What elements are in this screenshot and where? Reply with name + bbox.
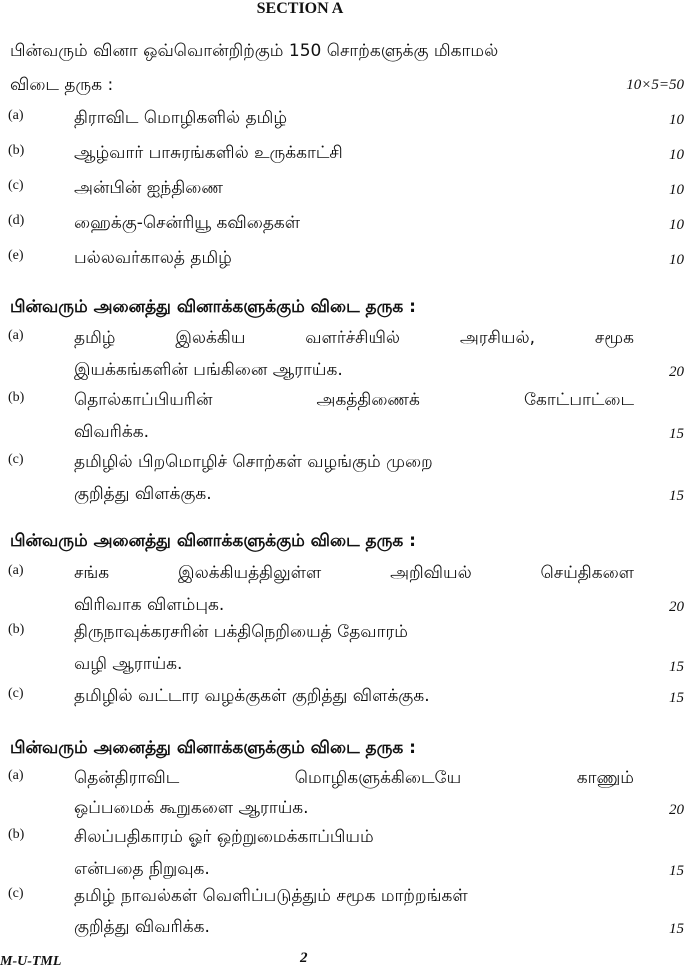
page-number: 2	[300, 950, 308, 966]
item-line1: தொல்காப்பியரின் அகத்திணைக் கோட்பாட்டை	[74, 390, 634, 410]
question-2c	[8, 452, 684, 512]
item-marks: 20	[669, 364, 684, 380]
item-label: (a)	[8, 563, 24, 578]
item-marks: 10	[669, 147, 684, 163]
item-text: திராவிட மொழிகளில் தமிழ்	[74, 108, 288, 128]
item-line2: இயக்கங்களின் பங்கினை ஆராய்க.	[74, 360, 343, 380]
item-marks: 15	[669, 659, 684, 675]
item-line1: தென்திராவிட மொழிகளுக்கிடையே காணும்	[74, 768, 634, 788]
item-label: (d)	[8, 213, 25, 228]
item-label: (a)	[8, 768, 24, 783]
item-line1: தமிழில் பிறமொழிச் சொற்கள் வழங்கும் முறை	[74, 452, 433, 472]
item-label: (a)	[8, 328, 24, 343]
question-2-heading-text: பின்வரும் அனைத்து வினாக்களுக்கும் விடை தருக :	[10, 297, 416, 317]
item-line2: என்பதை நிறுவுக.	[74, 859, 210, 879]
question-2b	[8, 390, 684, 450]
question-1-heading-line1: பின்வரும் வினா ஒவ்வொன்றிற்கும் 150 சொற்களுக்கு மிகாமல்	[10, 41, 499, 61]
question-1-heading-line2: விடை தருக :	[10, 75, 114, 95]
question-1-heading	[10, 34, 684, 102]
item-marks: 10	[669, 217, 684, 233]
question-4-heading-text: பின்வரும் அனைத்து வினாக்களுக்கும் விடை தருக :	[10, 738, 416, 758]
item-label: (a)	[8, 108, 24, 123]
item-marks: 20	[669, 599, 684, 615]
item-label: (c)	[8, 178, 24, 193]
item-line2: ஒப்பமைக் கூறுகளை ஆராய்க.	[74, 798, 309, 818]
question-4b	[8, 827, 684, 887]
item-line2: விவரிக்க.	[74, 422, 149, 442]
item-text: அன்பின் ஐந்திணை	[74, 178, 223, 198]
question-2-heading	[10, 290, 684, 324]
question-3c	[8, 686, 684, 716]
item-line1: தமிழ் இலக்கிய வளர்ச்சியில் அரசியல், சமூக	[74, 328, 634, 348]
item-marks: 20	[669, 802, 684, 818]
question-1-total-marks: 10×5=50	[626, 77, 684, 93]
question-3a	[8, 563, 684, 623]
question-3-heading	[10, 524, 684, 558]
item-label: (b)	[8, 143, 25, 158]
item-line2: குறித்து விளக்குக.	[74, 484, 212, 504]
item-line1: திருநாவுக்கரசரின் பக்திநெறியைத் தேவாரம்	[74, 622, 408, 642]
item-marks: 10	[669, 252, 684, 268]
item-marks: 15	[669, 921, 684, 937]
item-marks: 15	[669, 690, 684, 706]
item-label: (b)	[8, 827, 25, 842]
question-3-heading-text: பின்வரும் அனைத்து வினாக்களுக்கும் விடை தருக :	[10, 531, 416, 551]
question-4c	[8, 886, 684, 946]
item-marks: 10	[669, 112, 684, 128]
item-marks: 15	[669, 426, 684, 442]
item-label: (b)	[8, 622, 25, 637]
item-marks: 15	[669, 488, 684, 504]
item-marks: 10	[669, 182, 684, 198]
item-label: (e)	[8, 248, 24, 263]
item-text: பல்லவர்காலத் தமிழ்	[74, 248, 232, 268]
item-line1: சிலப்பதிகாரம் ஓர் ஒற்றுமைக்காப்பியம்	[74, 827, 374, 847]
item-line1: தமிழில் வட்டார வழக்குகள் குறித்து விளக்குக.	[74, 686, 430, 706]
question-2a	[8, 328, 684, 388]
item-line2: வழி ஆராய்க.	[74, 654, 183, 674]
question-4a	[8, 768, 684, 828]
item-line2: விரிவாக விளம்புக.	[74, 595, 225, 615]
section-title: SECTION A	[256, 0, 344, 17]
item-line1: சங்க இலக்கியத்திலுள்ள அறிவியல் செய்திகளை	[74, 563, 634, 583]
item-line2: குறித்து விவரிக்க.	[74, 917, 210, 937]
item-text: ஆழ்வார் பாசுரங்களில் உருக்காட்சி	[74, 143, 343, 163]
item-marks: 15	[669, 863, 684, 879]
item-label: (c)	[8, 686, 24, 701]
question-3b	[8, 622, 684, 682]
item-text: ஹைக்கு-சென்ரியூ கவிதைகள்	[74, 213, 301, 233]
item-line1: தமிழ் நாவல்கள் வெளிப்படுத்தும் சமூக மாற்றங்கள்	[74, 886, 468, 906]
paper-code: M-U-TML	[0, 954, 62, 969]
item-label: (c)	[8, 886, 24, 901]
question-4-heading	[10, 731, 684, 765]
question-1-heading-line2-row	[10, 68, 684, 102]
item-label: (c)	[8, 452, 24, 467]
item-label: (b)	[8, 390, 25, 405]
